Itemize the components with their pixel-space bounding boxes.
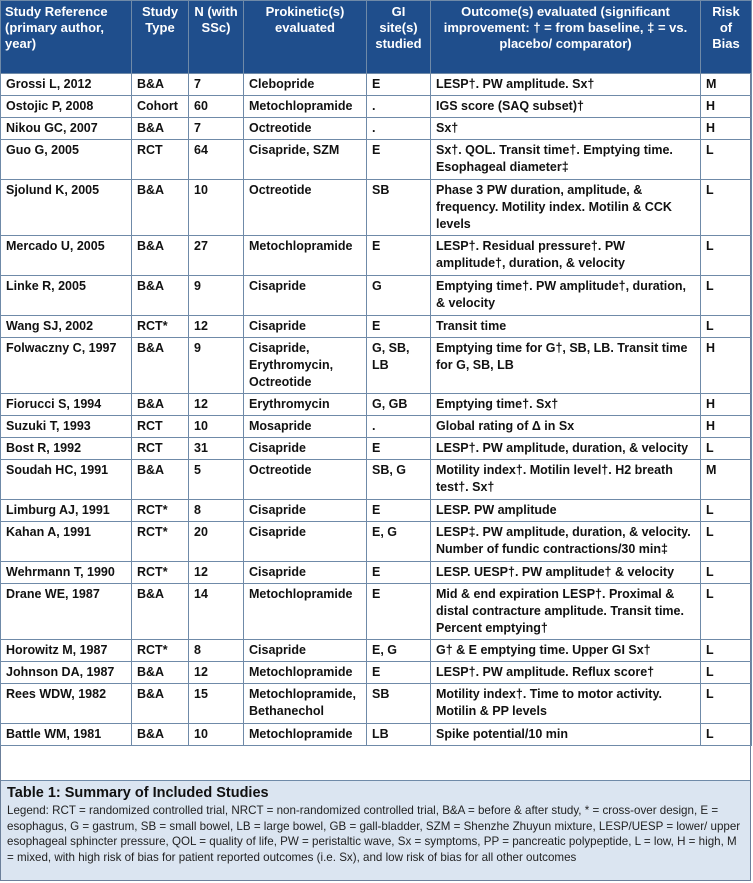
table-row <box>1 438 752 460</box>
n-cell: 7 <box>189 74 244 96</box>
table-row <box>1 662 752 684</box>
study-reference-cell: Drane WE, 1987 <box>1 584 132 640</box>
risk-cell: L <box>701 684 752 724</box>
risk-cell: H <box>701 416 752 438</box>
outcome-cell: Emptying time†. PW amplitude†, duration, & velocity <box>431 276 701 316</box>
study-reference-cell: Bost R, 1992 <box>1 438 132 460</box>
gi-site-cell: E <box>367 662 431 684</box>
outcome-cell: IGS score (SAQ subset)† <box>431 96 701 118</box>
risk-cell: L <box>701 522 752 562</box>
prokinetic-cell: Cisapride <box>244 500 367 522</box>
study-type-cell: B&A <box>132 338 189 394</box>
gi-site-cell: E, G <box>367 522 431 562</box>
study-reference-cell: Limburg AJ, 1991 <box>1 500 132 522</box>
header-study-type: Study Type <box>132 1 189 74</box>
table-row <box>1 522 752 562</box>
gi-site-cell: LB <box>367 724 431 746</box>
header-outcome: Outcome(s) evaluated (significant improvement: † = from baseline, ‡ = vs. placebo/ comparator) <box>431 1 701 74</box>
n-cell: 12 <box>189 316 244 338</box>
header-prokinetic: Prokinetic(s) evaluated <box>244 1 367 74</box>
n-cell: 7 <box>189 118 244 140</box>
study-type-cell: B&A <box>132 724 189 746</box>
table-body <box>1 74 752 746</box>
n-cell: 5 <box>189 460 244 500</box>
risk-cell: L <box>701 180 752 236</box>
risk-cell: H <box>701 338 752 394</box>
n-cell: 12 <box>189 562 244 584</box>
risk-cell: L <box>701 640 752 662</box>
outcome-cell: LESP†. PW amplitude, duration, & velocity <box>431 438 701 460</box>
study-type-cell: B&A <box>132 180 189 236</box>
table-row <box>1 180 752 236</box>
study-type-cell: B&A <box>132 118 189 140</box>
study-reference-cell: Guo G, 2005 <box>1 140 132 180</box>
prokinetic-cell: Octreotide <box>244 118 367 140</box>
gi-site-cell: . <box>367 416 431 438</box>
risk-cell: L <box>701 562 752 584</box>
study-reference-cell: Wang SJ, 2002 <box>1 316 132 338</box>
study-reference-cell: Ostojic P, 2008 <box>1 96 132 118</box>
risk-cell: M <box>701 74 752 96</box>
n-cell: 8 <box>189 640 244 662</box>
table-row <box>1 276 752 316</box>
outcome-cell: Motility index†. Time to motor activity. Motilin & PP levels <box>431 684 701 724</box>
study-type-cell: RCT* <box>132 522 189 562</box>
table-caption <box>1 780 750 880</box>
n-cell: 14 <box>189 584 244 640</box>
prokinetic-cell: Metochlopramide <box>244 96 367 118</box>
n-cell: 20 <box>189 522 244 562</box>
n-cell: 10 <box>189 180 244 236</box>
outcome-cell: Emptying time†. Sx† <box>431 394 701 416</box>
gi-site-cell: SB <box>367 684 431 724</box>
study-type-cell: RCT <box>132 416 189 438</box>
table-row <box>1 338 752 394</box>
table-row <box>1 724 752 746</box>
study-reference-cell: Battle WM, 1981 <box>1 724 132 746</box>
outcome-cell: Motility index†. Motilin level†. H2 breath test†. Sx† <box>431 460 701 500</box>
prokinetic-cell: Metochlopramide <box>244 236 367 276</box>
study-type-cell: B&A <box>132 460 189 500</box>
risk-cell: H <box>701 394 752 416</box>
outcome-cell: Mid & end expiration LESP†. Proximal & distal contracture amplitude. Transit time. Percent emptying† <box>431 584 701 640</box>
study-type-cell: RCT <box>132 438 189 460</box>
n-cell: 27 <box>189 236 244 276</box>
study-reference-cell: Wehrmann T, 1990 <box>1 562 132 584</box>
table-row <box>1 562 752 584</box>
outcome-cell: Emptying time for G†, SB, LB. Transit time for G, SB, LB <box>431 338 701 394</box>
study-type-cell: B&A <box>132 74 189 96</box>
study-type-cell: RCT* <box>132 640 189 662</box>
prokinetic-cell: Metochlopramide <box>244 724 367 746</box>
risk-cell: L <box>701 724 752 746</box>
n-cell: 12 <box>189 662 244 684</box>
risk-cell: L <box>701 438 752 460</box>
outcome-cell: Spike potential/10 min <box>431 724 701 746</box>
table-row <box>1 236 752 276</box>
gi-site-cell: SB, G <box>367 460 431 500</box>
gi-site-cell: G <box>367 276 431 316</box>
study-type-cell: RCT* <box>132 500 189 522</box>
n-cell: 31 <box>189 438 244 460</box>
table-row <box>1 74 752 96</box>
gi-site-cell: . <box>367 96 431 118</box>
risk-cell: L <box>701 276 752 316</box>
outcome-cell: LESP†. PW amplitude. Reflux score† <box>431 662 701 684</box>
table-row <box>1 640 752 662</box>
n-cell: 9 <box>189 338 244 394</box>
gi-site-cell: G, GB <box>367 394 431 416</box>
study-reference-cell: Linke R, 2005 <box>1 276 132 316</box>
study-type-cell: B&A <box>132 276 189 316</box>
table-row <box>1 416 752 438</box>
table-row <box>1 118 752 140</box>
prokinetic-cell: Cisapride, Erythromycin, Octreotide <box>244 338 367 394</box>
study-reference-cell: Suzuki T, 1993 <box>1 416 132 438</box>
risk-cell: L <box>701 500 752 522</box>
outcome-cell: LESP†. PW amplitude. Sx† <box>431 74 701 96</box>
study-reference-cell: Sjolund K, 2005 <box>1 180 132 236</box>
outcome-cell: Phase 3 PW duration, amplitude, & frequency. Motility index. Motilin & CCK levels <box>431 180 701 236</box>
gi-site-cell: E <box>367 140 431 180</box>
prokinetic-cell: Cisapride <box>244 438 367 460</box>
outcome-cell: Global rating of Δ in Sx <box>431 416 701 438</box>
prokinetic-cell: Cisapride <box>244 640 367 662</box>
n-cell: 12 <box>189 394 244 416</box>
gi-site-cell: E <box>367 74 431 96</box>
outcome-cell: Sx†. QOL. Transit time†. Emptying time. Esophageal diameter‡ <box>431 140 701 180</box>
n-cell: 60 <box>189 96 244 118</box>
header-n: N (with SSc) <box>189 1 244 74</box>
prokinetic-cell: Cisapride <box>244 522 367 562</box>
gi-site-cell: E <box>367 562 431 584</box>
gi-site-cell: E <box>367 316 431 338</box>
table-row <box>1 316 752 338</box>
prokinetic-cell: Metochlopramide <box>244 584 367 640</box>
risk-cell: L <box>701 140 752 180</box>
study-reference-cell: Horowitz M, 1987 <box>1 640 132 662</box>
study-type-cell: B&A <box>132 662 189 684</box>
study-reference-cell: Soudah HC, 1991 <box>1 460 132 500</box>
prokinetic-cell: Metochlopramide, Bethanechol <box>244 684 367 724</box>
study-type-cell: RCT <box>132 140 189 180</box>
table-row <box>1 394 752 416</box>
n-cell: 10 <box>189 416 244 438</box>
outcome-cell: Sx† <box>431 118 701 140</box>
outcome-cell: LESP‡. PW amplitude, duration, & velocity. Number of fundic contractions/30 min‡ <box>431 522 701 562</box>
n-cell: 15 <box>189 684 244 724</box>
outcome-cell: LESP. UESP†. PW amplitude† & velocity <box>431 562 701 584</box>
study-type-cell: B&A <box>132 684 189 724</box>
study-reference-cell: Grossi L, 2012 <box>1 74 132 96</box>
prokinetic-cell: Metochlopramide <box>244 662 367 684</box>
table-row <box>1 684 752 724</box>
caption-legend: Legend: RCT = randomized controlled trial, NRCT = non-randomized controlled trial, B&A = before & after study, * = cross-over design, E = esophagus, G = gastrum, SB = small bowel, LB = large bowel, GB = gall-bladder, SZM = Shenzhe Zhuyun mixture, LESP/UESP = lower/ upper esophageal sphincter pressure, QOL = quality of life, PW = peristaltic wave, Sx = symptoms, PP = pancreatic polypeptide, L = low, H = high, M = mixed, with high risk of bias for patient reported outcomes (i.e. Sx), and low risk of bias for all other outcomes <box>7 804 741 864</box>
n-cell: 9 <box>189 276 244 316</box>
n-cell: 8 <box>189 500 244 522</box>
header-study-reference: Study Reference (primary author, year) <box>1 1 132 74</box>
study-type-cell: B&A <box>132 584 189 640</box>
gi-site-cell: E, G <box>367 640 431 662</box>
study-type-cell: RCT* <box>132 316 189 338</box>
gi-site-cell: E <box>367 236 431 276</box>
header-risk: Risk of Bias <box>701 1 752 74</box>
prokinetic-cell: Cisapride <box>244 562 367 584</box>
gi-site-cell: . <box>367 118 431 140</box>
study-reference-cell: Kahan A, 1991 <box>1 522 132 562</box>
risk-cell: L <box>701 316 752 338</box>
table-row <box>1 96 752 118</box>
study-reference-cell: Folwaczny C, 1997 <box>1 338 132 394</box>
study-type-cell: Cohort <box>132 96 189 118</box>
risk-cell: L <box>701 584 752 640</box>
study-reference-cell: Rees WDW, 1982 <box>1 684 132 724</box>
prokinetic-cell: Cisapride <box>244 276 367 316</box>
study-type-cell: B&A <box>132 394 189 416</box>
gi-site-cell: E <box>367 438 431 460</box>
study-reference-cell: Fiorucci S, 1994 <box>1 394 132 416</box>
outcome-cell: Transit time <box>431 316 701 338</box>
caption-title: Table 1: Summary of Included Studies <box>7 785 269 801</box>
prokinetic-cell: Mosapride <box>244 416 367 438</box>
prokinetic-cell: Cisapride, SZM <box>244 140 367 180</box>
prokinetic-cell: Erythromycin <box>244 394 367 416</box>
table-row <box>1 584 752 640</box>
risk-cell: L <box>701 236 752 276</box>
gi-site-cell: E <box>367 584 431 640</box>
study-reference-cell: Mercado U, 2005 <box>1 236 132 276</box>
study-type-cell: B&A <box>132 236 189 276</box>
prokinetic-cell: Octreotide <box>244 460 367 500</box>
table-row <box>1 140 752 180</box>
gi-site-cell: SB <box>367 180 431 236</box>
gi-site-cell: E <box>367 500 431 522</box>
risk-cell: M <box>701 460 752 500</box>
prokinetic-cell: Cisapride <box>244 316 367 338</box>
risk-cell: H <box>701 118 752 140</box>
header-gi-site: GI site(s) studied <box>367 1 431 74</box>
table-row <box>1 460 752 500</box>
table-row <box>1 500 752 522</box>
risk-cell: L <box>701 662 752 684</box>
study-type-cell: RCT* <box>132 562 189 584</box>
n-cell: 10 <box>189 724 244 746</box>
prokinetic-cell: Clebopride <box>244 74 367 96</box>
study-reference-cell: Johnson DA, 1987 <box>1 662 132 684</box>
gi-site-cell: G, SB, LB <box>367 338 431 394</box>
outcome-cell: LESP. PW amplitude <box>431 500 701 522</box>
prokinetic-cell: Octreotide <box>244 180 367 236</box>
table-header-row <box>1 1 752 74</box>
study-reference-cell: Nikou GC, 2007 <box>1 118 132 140</box>
n-cell: 64 <box>189 140 244 180</box>
outcome-cell: G† & E emptying time. Upper GI Sx† <box>431 640 701 662</box>
outcome-cell: LESP†. Residual pressure†. PW amplitude†, duration, & velocity <box>431 236 701 276</box>
risk-cell: H <box>701 96 752 118</box>
